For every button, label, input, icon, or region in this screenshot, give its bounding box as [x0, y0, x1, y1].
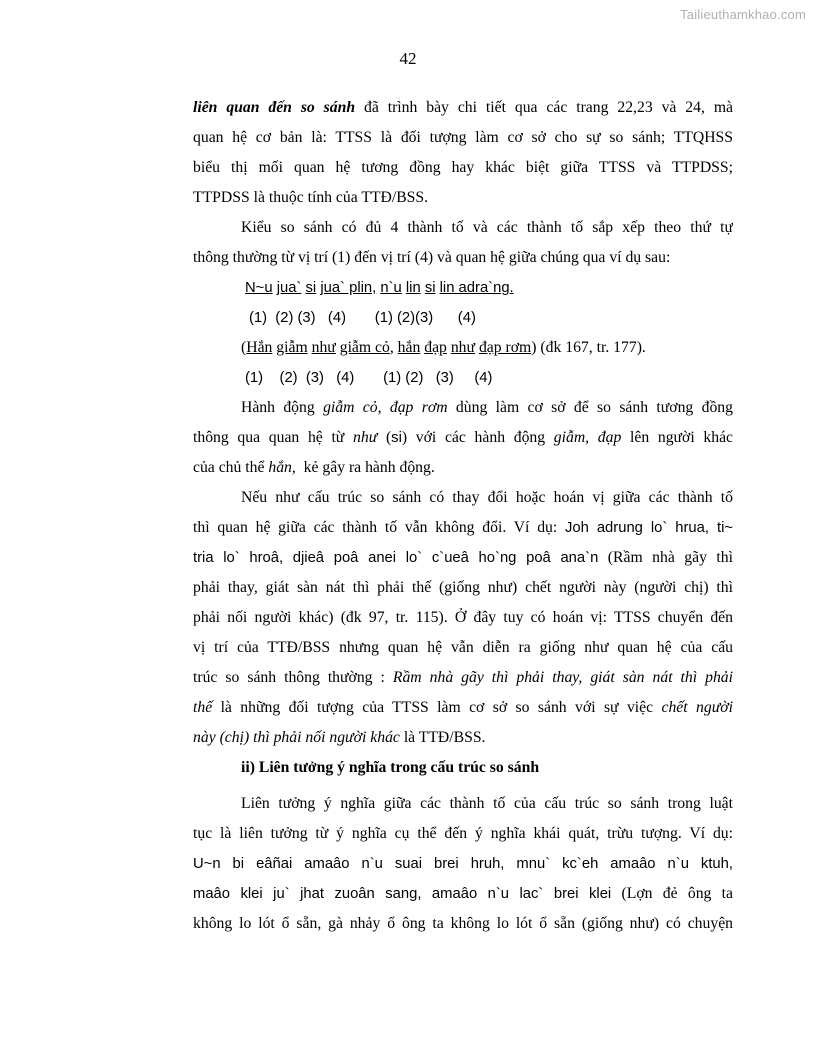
- word: si: [424, 280, 436, 296]
- example-2-sentence: [193, 333, 733, 363]
- text: như: [353, 429, 378, 446]
- text: si: [391, 430, 402, 446]
- paragraph-5-line-2: tục là liên tưởng từ ý nghĩa cụ thể đến ý nghĩa khái quát, trừu tượng. Ví dụ:: [193, 825, 733, 842]
- paragraph-1-line-2: quan hệ cơ bản là: TTSS là đối tượng làm cơ sở cho sự so sánh; TTQHSS: [193, 129, 733, 146]
- text: tria lo` hroâ, djieâ poâ anei lo` c`ueâ ho`ng poâ ana`n: [193, 550, 599, 566]
- text: này (chị) thì phải nối người khác: [193, 729, 400, 746]
- watermark: Tailieuthamkhao.com: [680, 7, 806, 22]
- example-2-positions: (1) (2) (3) (4) (1) (2) (3) (4): [245, 370, 493, 386]
- paragraph-4-line-6: vị trí của TTĐ/BSS nhưng quan hệ vẫn diễn ra giống như quan hệ của cấu: [193, 639, 733, 656]
- page-number: 42: [399, 49, 417, 68]
- text: chết người: [661, 699, 733, 716]
- text: ) (đk 167, tr. 177).: [531, 339, 646, 356]
- paragraph-4-line-9: [193, 723, 733, 753]
- text: là những đối tượng của TTSS làm cơ sở so sánh với sự việc: [212, 699, 662, 716]
- paragraph-5-line-5: không lo lót ổ sẵn, gà nhảy ổ ông ta không lo lót ổ sẵn (giống như) có chuyện: [193, 915, 733, 932]
- word: như: [311, 339, 336, 356]
- paragraph-1-line-1: [193, 93, 733, 123]
- word: đạp: [424, 339, 447, 356]
- word: N~u: [245, 280, 273, 296]
- text: (: [241, 339, 247, 356]
- term: liên quan đến so sánh: [193, 99, 356, 116]
- word: như: [450, 339, 476, 356]
- word: lin adra`ng.: [439, 280, 514, 296]
- text: trúc so sánh thông thường :: [193, 669, 393, 686]
- text: giẫm cỏ, đạp rơm: [323, 399, 448, 416]
- paragraph-4-line-3: [193, 543, 733, 573]
- paragraph-5-line-1: Liên tưởng ý nghĩa giữa các thành tố của cấu trúc so sánh trong luật: [241, 795, 733, 812]
- paragraph-4-line-4: phải thay, giát sàn nát thì phải thế (giống như) chết người này (người chị) thì: [193, 579, 733, 596]
- text: Rầm nhà gãy thì phải thay, giát sàn nát thì phải: [392, 669, 733, 686]
- paragraph-4-line-7: [193, 663, 733, 693]
- paragraph-2-line-2: thông thường từ vị trí (1) đến vị trí (4) và quan hệ giữa chúng qua ví dụ sau:: [193, 249, 671, 266]
- text: (Lợn đẻ ông ta: [611, 885, 733, 902]
- paragraph-4-line-2: [193, 513, 733, 543]
- text: thông qua quan hệ từ: [193, 429, 353, 446]
- text: giẫm, đạp: [553, 429, 622, 446]
- word: jua` plin,: [320, 280, 377, 296]
- word: lin: [405, 280, 421, 296]
- text: kẻ gây ra hành động.: [295, 459, 435, 476]
- text: thế: [193, 699, 213, 716]
- paragraph-4-line-5: phải nối người khác) (đk 97, tr. 115). Ở đây tuy có hoán vị: TTSS chuyển đến: [193, 609, 733, 626]
- text: ) với các hành động: [401, 429, 554, 446]
- word: jua`: [276, 280, 302, 296]
- text: Joh adrung lo` hrua, ti~: [565, 520, 733, 536]
- text: Hành động: [241, 399, 324, 416]
- word: giẫm cỏ: [339, 339, 390, 356]
- text: của chủ thể: [193, 459, 269, 476]
- paragraph-5-line-4: [193, 879, 733, 909]
- word: đạp rơm: [478, 339, 532, 356]
- text: (Rầm nhà gãy thì: [598, 549, 733, 566]
- paragraph-2-line-1: Kiểu so sánh có đủ 4 thành tố và các thành tố sắp xếp theo thứ tự: [241, 219, 733, 236]
- word: hắn: [397, 339, 421, 356]
- paragraph-5-line-3: U~n bi eâñai amaâo n`u suai brei hruh, mnu` kc`eh amaâo n`u ktuh,: [193, 856, 733, 872]
- paragraph-3-line-2: [193, 423, 733, 453]
- example-1-sentence: [193, 273, 733, 303]
- paragraph-1-line-3: biểu thị mối quan hệ tương đồng hay khác biệt giữa TTSS và TTPDSS;: [193, 159, 733, 176]
- text: ,: [389, 339, 394, 356]
- word: si: [305, 280, 317, 296]
- text: là TTĐ/BSS.: [399, 729, 486, 746]
- section-heading: ii) Liên tưởng ý nghĩa trong cấu trúc so sánh: [241, 759, 540, 776]
- paragraph-3-line-1: [193, 393, 733, 423]
- paragraph-3-line-3: [193, 453, 733, 483]
- text: dùng làm cơ sở để so sánh tương đồng: [447, 399, 733, 416]
- document-body: [193, 93, 733, 939]
- text: thì quan hệ giữa các thành tố vẫn không đổi. Ví dụ:: [193, 519, 566, 536]
- text: đã trình bày chi tiết qua các trang 22,23 và 24, mà: [355, 99, 733, 116]
- paragraph-4-line-1: Nếu như cấu trúc so sánh có thay đổi hoặc hoán vị giữa các thành tố: [241, 489, 733, 506]
- word: n`u: [380, 280, 402, 296]
- paragraph-1-line-4: TTPDSS là thuộc tính của TTĐ/BSS.: [193, 189, 429, 206]
- example-1-positions: (1) (2) (3) (4) (1) (2)(3) (4): [249, 310, 476, 326]
- word: giẫm: [276, 339, 308, 356]
- text: hắn,: [268, 459, 296, 476]
- text: lên người khác: [621, 429, 733, 446]
- word: Hắn: [246, 339, 273, 356]
- paragraph-4-line-8: [193, 693, 733, 723]
- text: (: [377, 429, 392, 446]
- text: maâo klei ju` jhat zuoân sang, amaâo n`u lac` brei klei: [193, 886, 612, 902]
